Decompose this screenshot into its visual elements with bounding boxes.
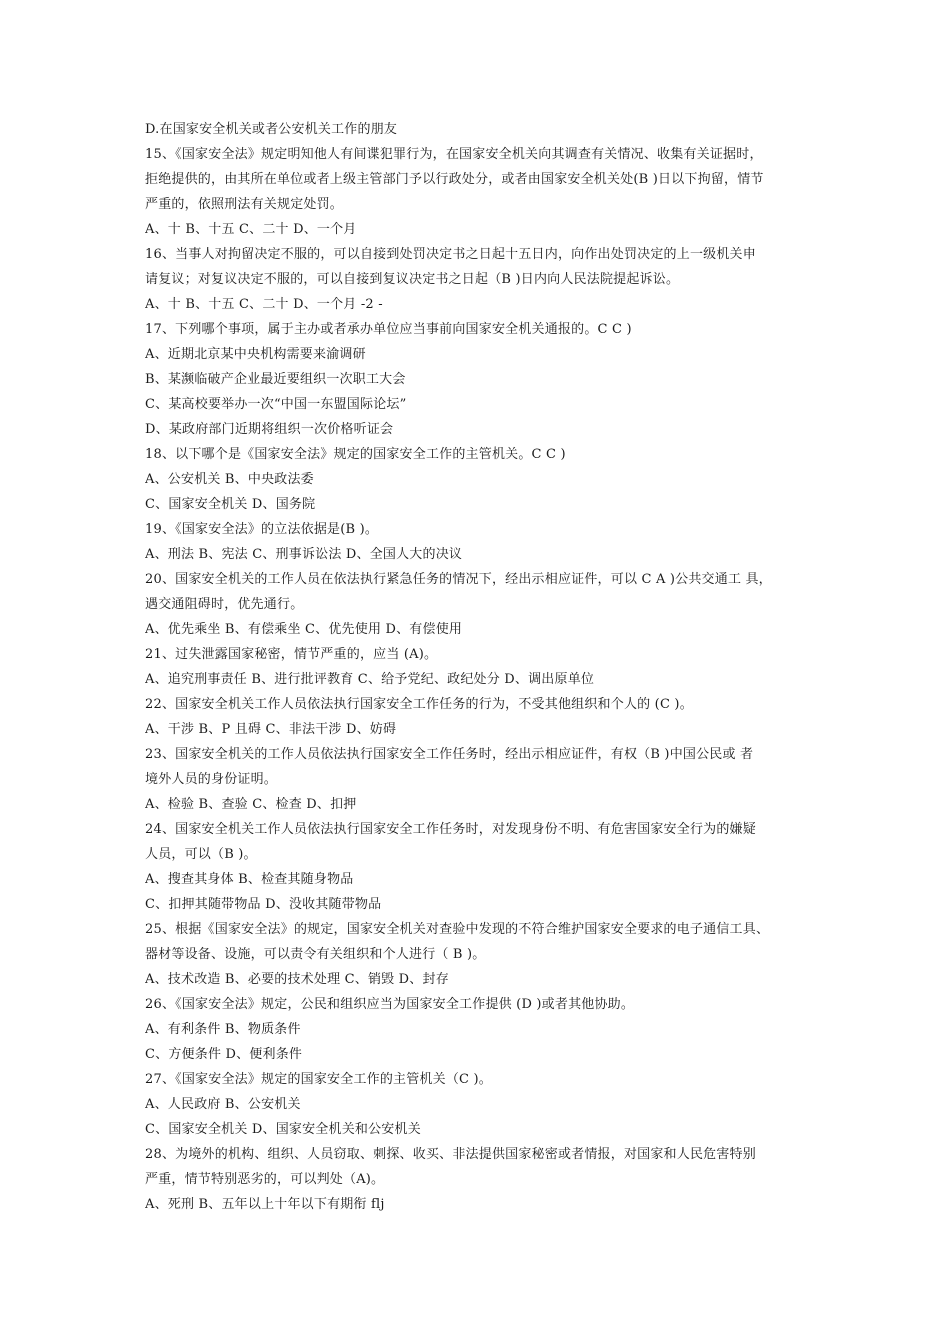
question-18: 18、以下哪个是《国家安全法》规定的国家安全工作的主管机关。C C ) — [145, 447, 566, 462]
question-28-options: A、死刑 B、五年以上十年以下有期衔 flj — [145, 1197, 385, 1212]
question-25-options: A、技术改造 B、必要的技术处理 C、销毁 D、封存 — [145, 972, 449, 987]
question-17-option-c: C、某高校要举办一次“中国一东盟国际论坛” — [145, 397, 407, 412]
question-26-options-cd: C、方便条件 D、便利条件 — [145, 1047, 303, 1062]
question-28-line-1: 28、为境外的机构、组织、人员窃取、刺探、收买、非法提供国家秘密或者情报，对国家和人民危害特别 — [145, 1147, 756, 1162]
question-15-line-1: 15、《国家安全法》规定明知他人有间谍犯罪行为，在国家安全机关向其调查有关情况、收集有关证据时， — [145, 147, 763, 162]
question-28-line-2: 严重，情节特别恶劣的，可以判处（A)。 — [145, 1172, 385, 1187]
question-25-line-1: 25、根据《国家安全法》的规定，国家安全机关对查验中发现的不符合维护国家安全要求的电子通信工具、 — [145, 922, 770, 937]
question-18-options-cd: C、国家安全机关 D、国务院 — [145, 497, 316, 512]
question-24-options-cd: C、扣押其随带物品 D、没收其随带物品 — [145, 897, 382, 912]
question-26-options-ab: A、有利条件 B、物质条件 — [145, 1022, 301, 1037]
question-26: 26、《国家安全法》规定，公民和组织应当为国家安全工作提供 (D )或者其他协助。 — [145, 997, 635, 1012]
question-19: 19、《国家安全法》的立法依据是(B )。 — [145, 522, 379, 537]
question-24-line-2: 人员，可以（B )。 — [145, 847, 257, 862]
question-21-options: A、追究刑事责任 B、进行批评教育 C、给予党纪、政纪处分 D、调出原单位 — [145, 672, 595, 687]
question-27: 27、《国家安全法》规定的国家安全工作的主管机关（C )。 — [145, 1072, 492, 1087]
question-16-line-1: 16、当事人对拘留决定不服的，可以自接到处罚决定书之日起十五日内，向作出处罚决定的上一级机关申 — [145, 247, 756, 262]
question-25-line-2: 器材等设备、设施，可以责令有关组织和个人进行（ B )。 — [145, 947, 486, 962]
question-20-line-1: 20、国家安全机关的工作人员在依法执行紧急任务的情况下，经出示相应证件，可以 C A )公共交通工 具， — [145, 572, 772, 587]
question-16-line-2: 请复议；对复议决定不服的，可以自接到复议决定书之日起（B )日内向人民法院提起诉讼。 — [145, 272, 680, 287]
question-20-options: A、优先乘坐 B、有偿乘坐 C、优先使用 D、有偿使用 — [145, 622, 463, 637]
text-line: D.在国家安全机关或者公安机关工作的朋友 — [145, 122, 398, 137]
question-17-option-d: D、某政府部门近期将组织一次价格听证会 — [145, 422, 394, 437]
question-22-options: A、干涉 B、P 且碍 C、非法干涉 D、妨碍 — [145, 722, 397, 737]
question-23-line-2: 境外人员的身份证明。 — [145, 772, 278, 787]
question-17-option-b: B、某濒临破产企业最近要组织一次职工大会 — [145, 372, 406, 387]
question-23-options: A、检验 B、查验 C、检查 D、扣押 — [145, 797, 357, 812]
question-20-line-2: 遇交通阻碍时，优先通行。 — [145, 597, 304, 612]
question-17-option-a: A、近期北京某中央机构需要来渝调研 — [145, 347, 366, 362]
question-15-options: A、十 B、十五 C、二十 D、一个月 — [145, 222, 357, 237]
document-page — [145, 117, 813, 1217]
question-22: 22、国家安全机关工作人员依法执行国家安全工作任务的行为，不受其他组织和个人的 (C )。 — [145, 697, 693, 712]
question-16-options: A、十 B、十五 C、二十 D、一个月 -2 - — [145, 297, 383, 312]
question-24-line-1: 24、国家安全机关工作人员依法执行国家安全工作任务时，对发现身份不明、有危害国家安全行为的嫌疑 — [145, 822, 756, 837]
question-24-options-ab: A、搜查其身体 B、检查其随身物品 — [145, 872, 354, 887]
question-15-line-2: 拒绝提供的，由其所在单位或者上级主管部门予以行政处分，或者由国家安全机关处(B )日以下拘留，情节 — [145, 172, 764, 187]
question-21: 21、过失泄露国家秘密，情节严重的，应当 (A)。 — [145, 647, 438, 662]
question-27-options-cd: C、国家安全机关 D、国家安全机关和公安机关 — [145, 1122, 421, 1137]
question-27-options-ab: A、人民政府 B、公安机关 — [145, 1097, 301, 1112]
question-23-line-1: 23、国家安全机关的工作人员依法执行国家安全工作任务时，经出示相应证件，有权（B )中国公民或 者 — [145, 747, 754, 762]
question-18-options-ab: A、公安机关 B、中央政法委 — [145, 472, 314, 487]
question-15-line-3: 严重的，依照刑法有关规定处罚。 — [145, 197, 344, 212]
question-17: 17、下列哪个事项，属于主办或者承办单位应当事前向国家安全机关通报的。C C ) — [145, 322, 632, 337]
question-19-options: A、刑法 B、宪法 C、刑事诉讼法 D、全国人大的决议 — [145, 547, 463, 562]
